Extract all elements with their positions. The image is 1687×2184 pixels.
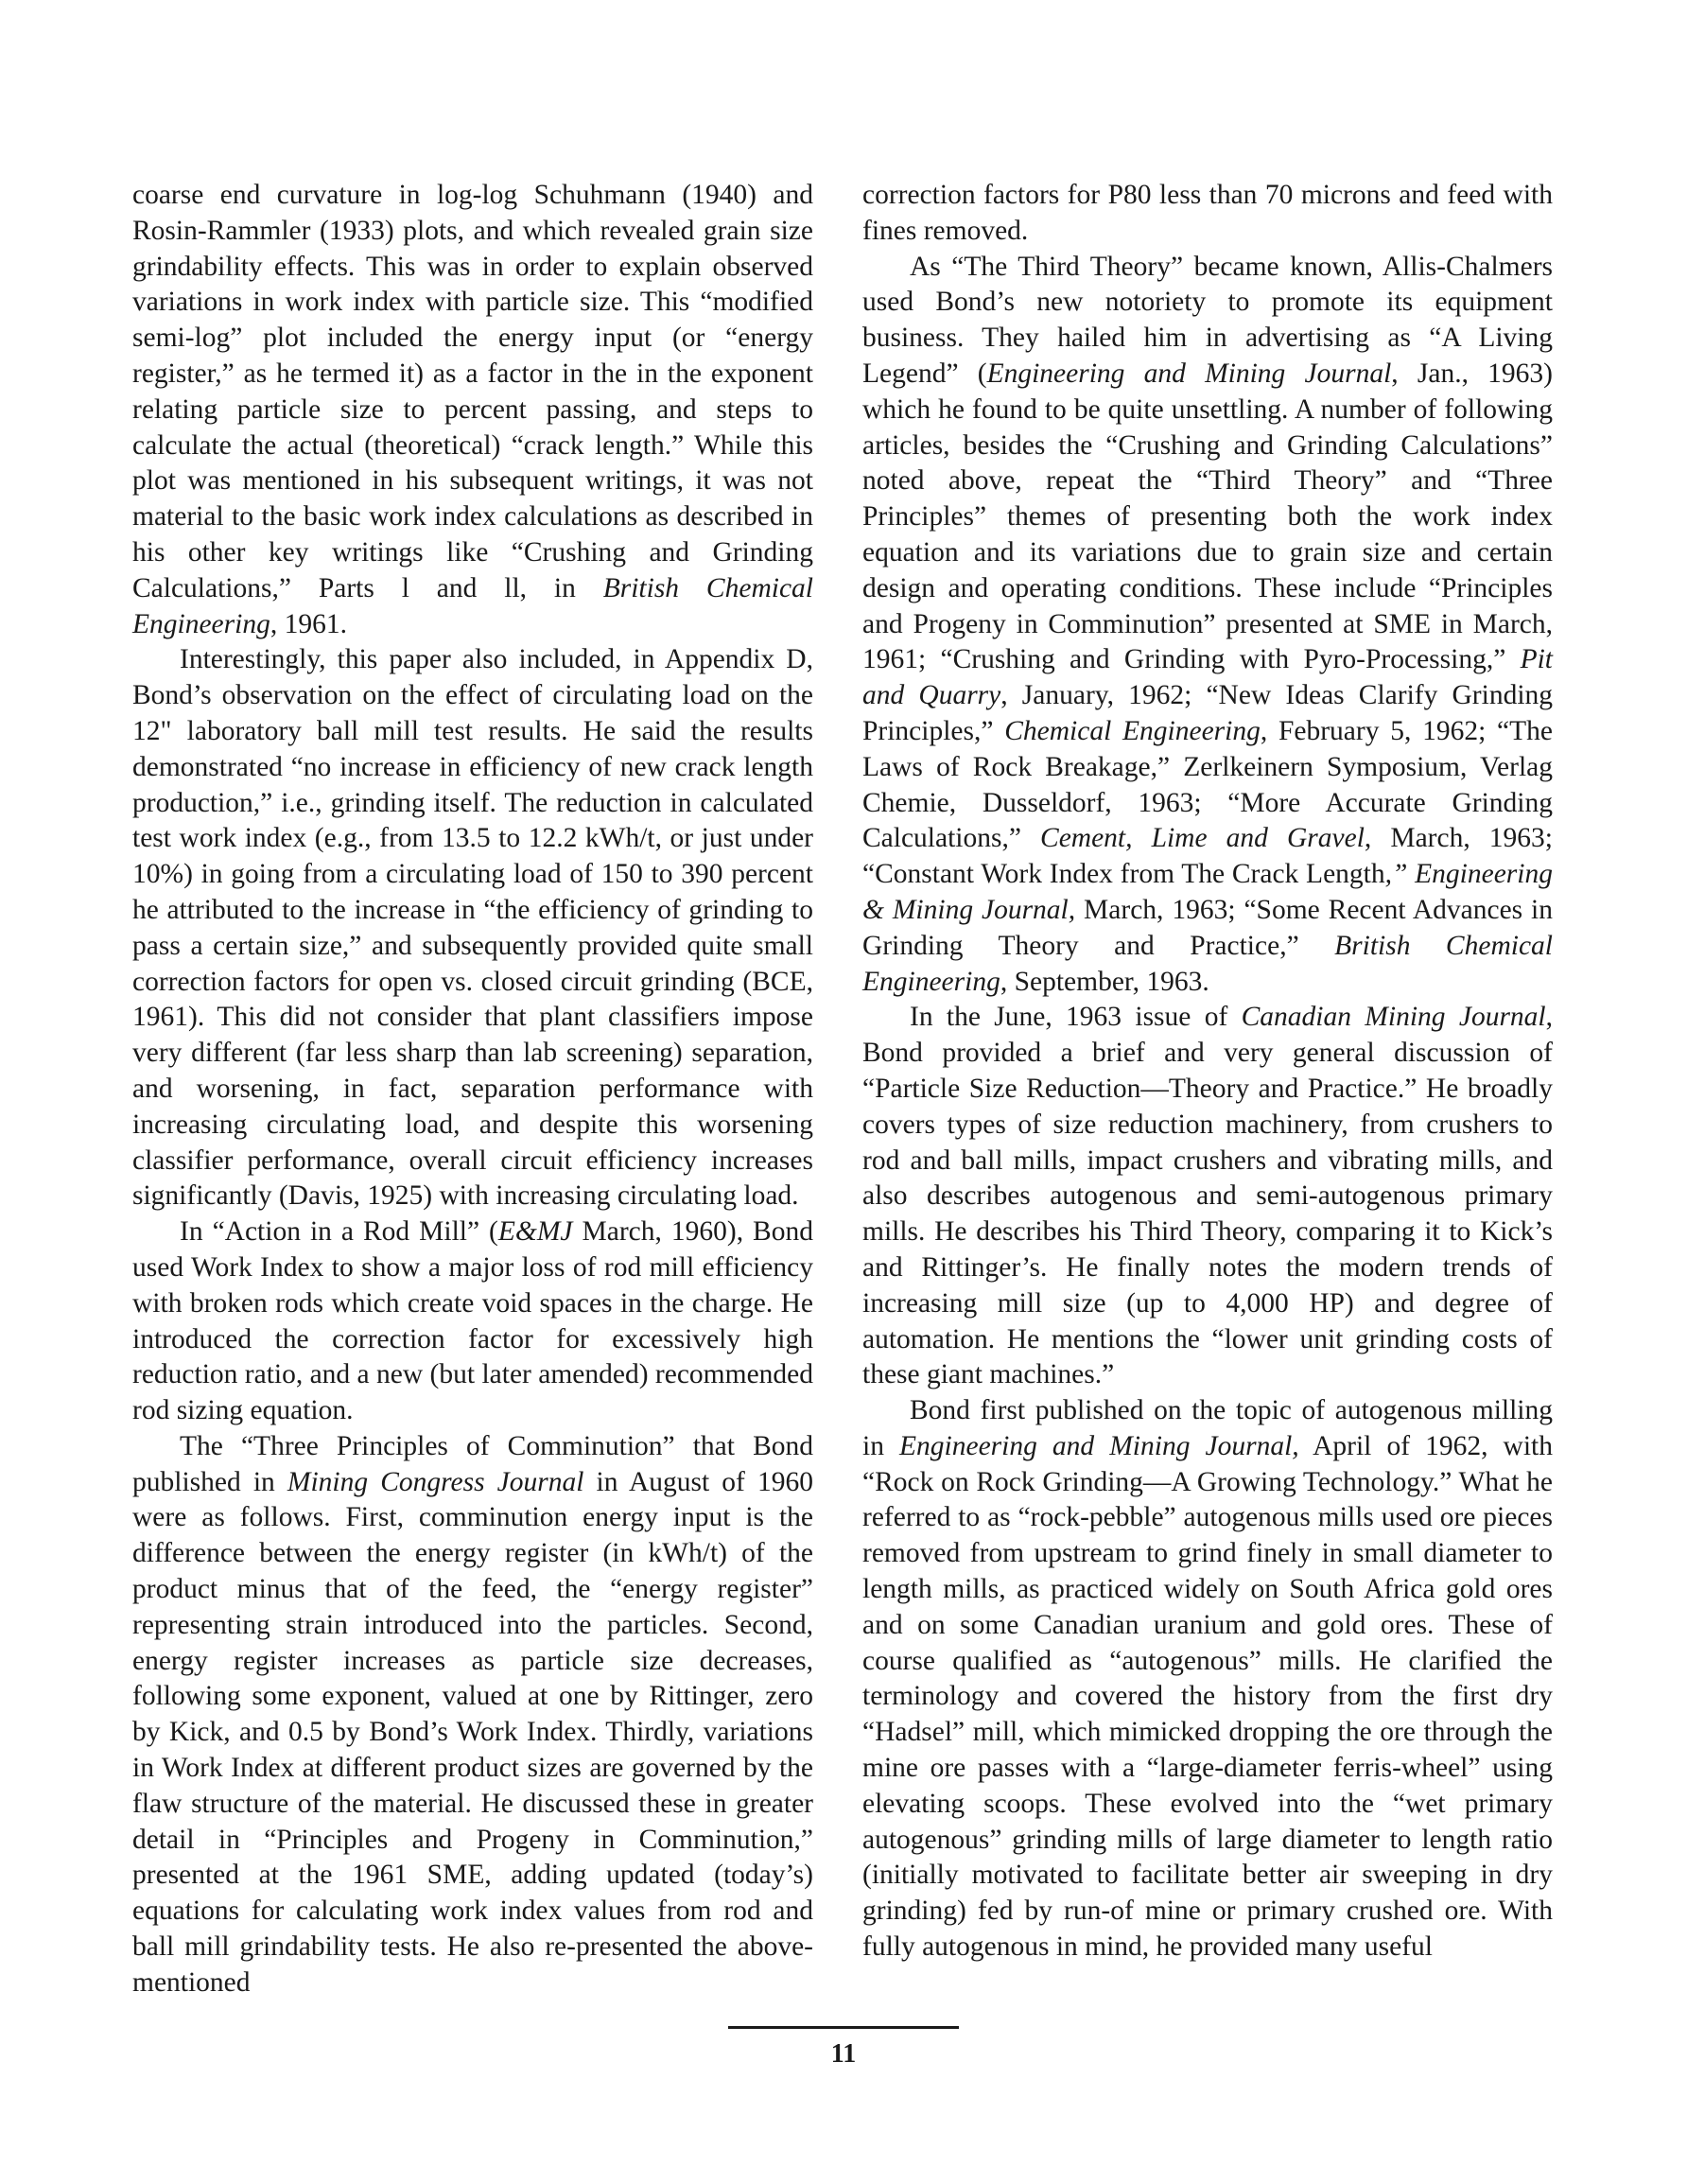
journal-title: Mining Congress Journal: [287, 1466, 584, 1497]
journal-title: E&MJ: [497, 1216, 573, 1248]
footer-rule: [728, 2026, 959, 2029]
journal-title: Engineering and Mining Journal: [986, 358, 1392, 389]
paragraph: Bond first published on the topic of autogenous milling in Engineering and Mining Journal, April of 1962, with “Rock on Rock Grinding—A Growing Technology.” What he referred to as “rock-pebble” autogenous mills used ore pieces removed from upstream to grind finely in small diameter to length mills, as practiced widely on South Africa gold ores and on some Canadian uranium and gold ores. These of course qualified as “autogenous” mills. He clarified the terminology and covered the history from the first dry “Hadsel” mill, which mimicked dropping the ore through the mine ore passes with a “large-diameter ferris-wheel” using elevating scoops. These evolved into the “wet primary autogenous” grinding mills of large diameter to length ratio (initially motivated to facilitate better air sweeping in dry grinding) fed by run-of mine or primary crushed ore. With fully autogenous in mind, he provided many useful: [862, 1395, 1553, 1963]
page-number: 11: [830, 2039, 857, 2069]
journal-title: British Chemical Engineering: [862, 930, 1553, 997]
paragraph: The “Three Principles of Comminution” that Bond published in Mining Congress Journal in August of 1960 were as follows. First, comminution energy input is the difference between the energy register (in kWh/t) of the product minus that of the feed, the “energy register” representing strain introduced into the particles. Second, energy register increases as particle size decreases, following some exponent, valued at one by Rittinger, zero by Kick, and 0.5 by Bond’s Work Index. Thirdly, variations in Work Index at different product sizes are governed by the flaw structure of the material. He discussed these in greater detail in “Principles and Progeny in Comminution,” presented at the 1961 SME, adding updated (today’s) equations for calculating work index values from rod and ball mill grindability tests. He also re-presented the above-mentioned: [132, 1430, 813, 1998]
paragraph: In “Action in a Rod Mill” (E&MJ March, 1960), Bond used Work Index to show a major loss of rod mill efficiency with broken rods which create void spaces in the charge. He introduced the correction factor for excessively high reduction ratio, and a new (but later amended) recommended rod sizing equation.: [132, 1216, 813, 1426]
paragraph: In the June, 1963 issue of Canadian Mining Journal, Bond provided a brief and very general discussion of “Particle Size Reduction—Theory and Practice.” He broadly covers types of size reduction machinery, from crushers to rod and ball mills, impact crushers and vibrating mills, and also describes autogenous and semi-autogenous primary mills. He describes his Third Theory, comparing it to Kick’s and Rittinger’s. He finally notes the modern trends of increasing mill size (up to 4,000 HP) and degree of automation. He mentions the “lower unit grinding costs of these giant machines.”: [862, 1002, 1553, 1390]
journal-title: Canadian Mining Journal: [1241, 1002, 1546, 1033]
paragraph: As “The Third Theory” became known, Allis-Chalmers used Bond’s new notoriety to promote its equipment business. They hailed him in advertising as “A Living Legend” (Engineering and Mining Journal, Jan., 1963) which he found to be quite unsettling. A number of following articles, besides the “Crushing and Grinding Calculations” noted above, repeat the “Third Theory” and “Three Principles” themes of presenting both the work index equation and its variations due to grain size and certain design and operating conditions. These include “Principles and Progeny in Comminution” presented at SME in March, 1961; “Crushing and Grinding with Pyro-Processing,” Pit and Quarry, January, 1962; “New Ideas Clarify Grinding Principles,” Chemical Engineering, February 5, 1962; “The Laws of Rock Breakage,” Zerlkeinern Symposium, Verlag Chemie, Dusseldorf, 1963; “More Accurate Grinding Calculations,” Cement, Lime and Gravel, March, 1963; “Constant Work Index from The Crack Length,” Engineering & Mining Journal, March, 1963; “Some Recent Advances in Grinding Theory and Practice,” British Chemical Engineering, September, 1963.: [862, 251, 1554, 997]
left-column: [132, 178, 813, 2001]
journal-title: British Chemical Engineering: [132, 572, 813, 639]
right-column: [862, 178, 1553, 1966]
paragraph: correction factors for P80 less than 70 microns and feed with fines removed.: [862, 180, 1553, 246]
journal-title: Cement, Lime and Gravel: [1040, 823, 1365, 854]
paragraph: coarse end curvature in log-log Schuhmann (1940) and Rosin-Rammler (1933) plots, and which revealed grain size grindability effects. This was in order to explain observed variations in work index with particle size. This “modified semi-log” plot included the energy input (or “energy register,” as he termed it) as a factor in the in the exponent relating particle size to percent passing, and steps to calculate the actual (theoretical) “crack length.” While this plot was mentioned in his subsequent writings, it was not material to the basic work index calculations as described in his other key writings like “Crushing and Grinding Calculations,” Parts l and ll, in British Chemical Engineering, 1961.: [132, 180, 813, 639]
journal-title: Pit and Quarry: [862, 644, 1553, 711]
journal-title: Chemical Engineering: [1004, 715, 1261, 746]
journal-title: ,” Engineering & Mining Journal,: [862, 859, 1553, 925]
paragraph: Interestingly, this paper also included, in Appendix D, Bond’s observation on the effect of circulating load on the 12" laboratory ball mill test results. He said the results demonstrated “no increase in efficiency of new crack length production,” i.e., grinding itself. The reduction in calculated test work index (e.g., from 13.5 to 12.2 kWh/t, or just under 10%) in going from a circulating load of 150 to 390 percent he attributed to the increase in “the efficiency of grinding to pass a certain size,” and subsequently provided quite small correction factors for open vs. closed circuit grinding (BCE, 1961). This did not consider that plant classifiers impose very different (far less sharp than lab screening) separation, and worsening, in fact, separation performance with increasing circulating load, and despite this worsening classifier performance, overall circuit efficiency increases significantly (Davis, 1925) with increasing circulating load.: [132, 644, 813, 1212]
journal-title: Engineering and Mining Journal,: [899, 1430, 1299, 1461]
